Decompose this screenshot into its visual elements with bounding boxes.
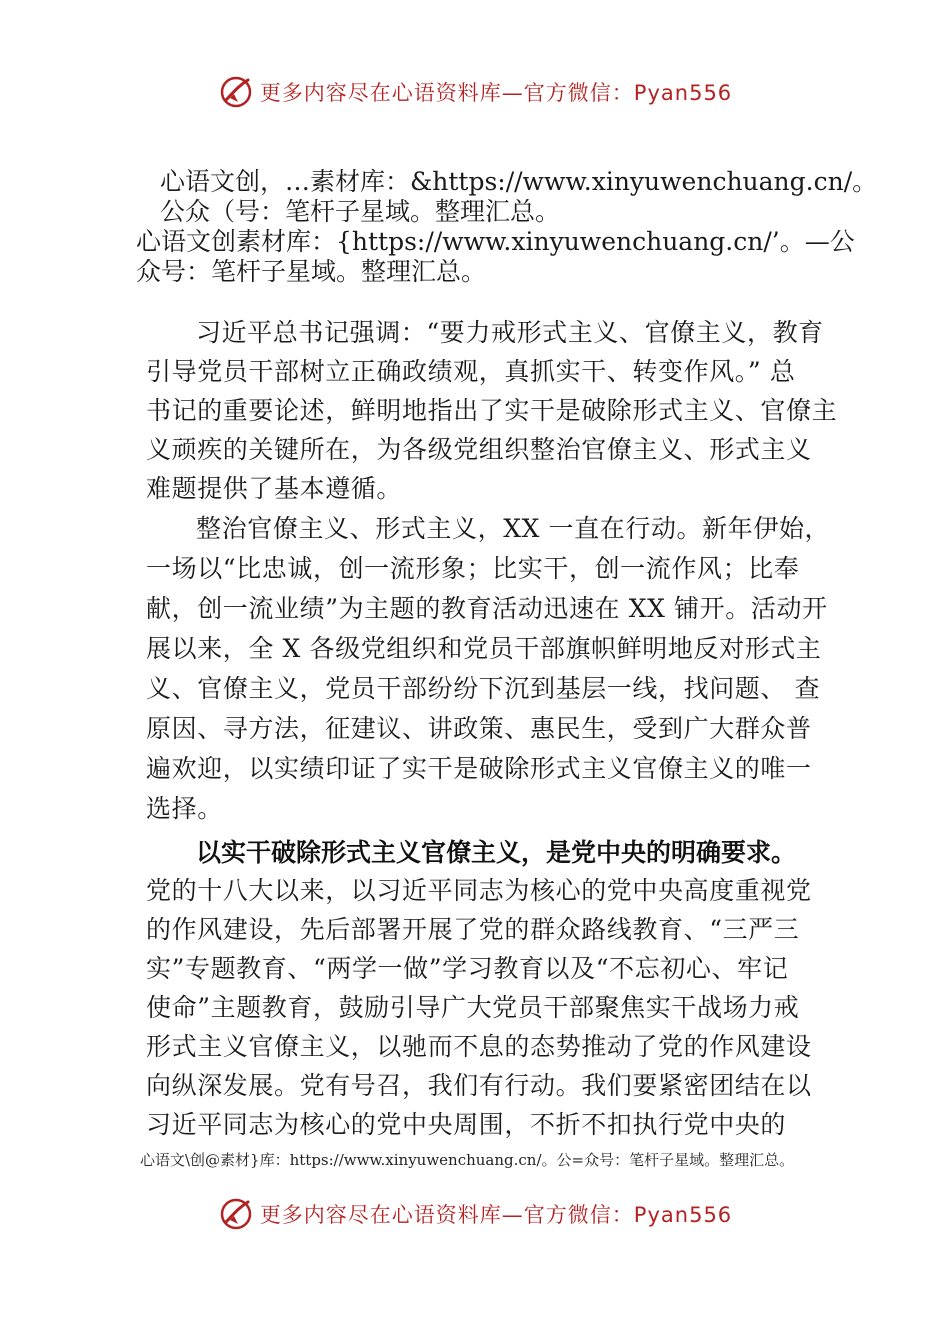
footer-note: 心语文\创@素材}库：https://www.xinyuwenchuang.cn/。公=众号：笔杆子星域。整理汇总。 (140, 1151, 795, 1169)
header-note-1: 心语文创，…素材库：&https://www.xinyuwenchuang.cn/。 (160, 167, 878, 196)
paragraph-line: 形式主义官僚主义，以驰而不息的态势推动了党的作风建设 (146, 1032, 812, 1061)
paragraph-line: 遍欢迎，以实绩印证了实干是破除形式主义官僚主义的唯一 (146, 754, 812, 783)
paragraph-line: 实”专题教育、“两学一做”学习教育以及“不忘初心、牢记 (146, 954, 789, 983)
paragraph-line: 的作风建设，先后部署开展了党的群众路线教育、“三严三 (146, 915, 800, 944)
pen-circle-logo-icon (218, 74, 254, 110)
paragraph-line: 展以来，全 X 各级党组织和党员干部旗帜鲜明地反对形式主 (146, 634, 822, 663)
header-note-4: 众号：笔杆子星域。整理汇总。 (136, 257, 487, 286)
paragraph-line: 书记的重要论述，鲜明地指出了实干是破除形式主义、官僚主 (146, 396, 838, 425)
paragraph-line: 献，创一流业绩”为主题的教育活动迅速在 XX 铺开。活动开 (146, 594, 828, 623)
paragraph-line: 向纵深发展。党有号召，我们有行动。我们要紧密团结在以 (146, 1071, 812, 1100)
paragraph-line: 选择。 (146, 794, 223, 823)
section-heading: 以实干破除形式主义官僚主义，是党中央的明确要求。 (196, 838, 797, 867)
paragraph-line: 整治官僚主义、形式主义，XX 一直在行动。新年伊始， (196, 514, 831, 543)
bottom-banner (0, 1192, 950, 1236)
banner-text: 更多内容尽在心语资料库—官方微信：Pyan556 (259, 81, 733, 105)
header-note-3: 心语文创素材库：{https://www.xinyuwenchuang.cn/’。—公 (136, 227, 855, 256)
paragraph-line: 义、官僚主义，党员干部纷纷下沉到基层一线，找问题、 查 (146, 674, 821, 703)
header-note-2: 公众（号：笔杆子星域。整理汇总。 (160, 197, 561, 226)
banner-text: 更多内容尽在心语资料库—官方微信：Pyan556 (259, 1203, 733, 1227)
paragraph-line: 习近平总书记强调：“要力戒形式主义、官僚主义，教育 (196, 318, 824, 347)
paragraph-line: 难题提供了基本遵循。 (146, 474, 403, 503)
paragraph-line: 党的十八大以来，以习近平同志为核心的党中央高度重视党 (146, 876, 812, 905)
pen-circle-logo-icon (218, 1196, 254, 1232)
paragraph-line: 使命”主题教育，鼓励引导广大党员干部聚焦实干战场力戒 (146, 993, 800, 1022)
paragraph-line: 一场以“比忠诚，创一流形象；比实干，创一流作风；比奉 (146, 554, 800, 583)
top-banner (0, 70, 950, 114)
paragraph-line: 原因、寻方法，征建议、讲政策、惠民生，受到广大群众普 (146, 714, 812, 743)
paragraph-line: 引导党员干部树立正确政绩观，真抓实干、转变作风。” 总 (146, 357, 796, 386)
paragraph-line: 义顽疾的关键所在，为各级党组织整治官僚主义、形式主义 (146, 435, 812, 464)
paragraph-line: 习近平同志为核心的党中央周围，不折不扣执行党中央的 (146, 1110, 787, 1139)
